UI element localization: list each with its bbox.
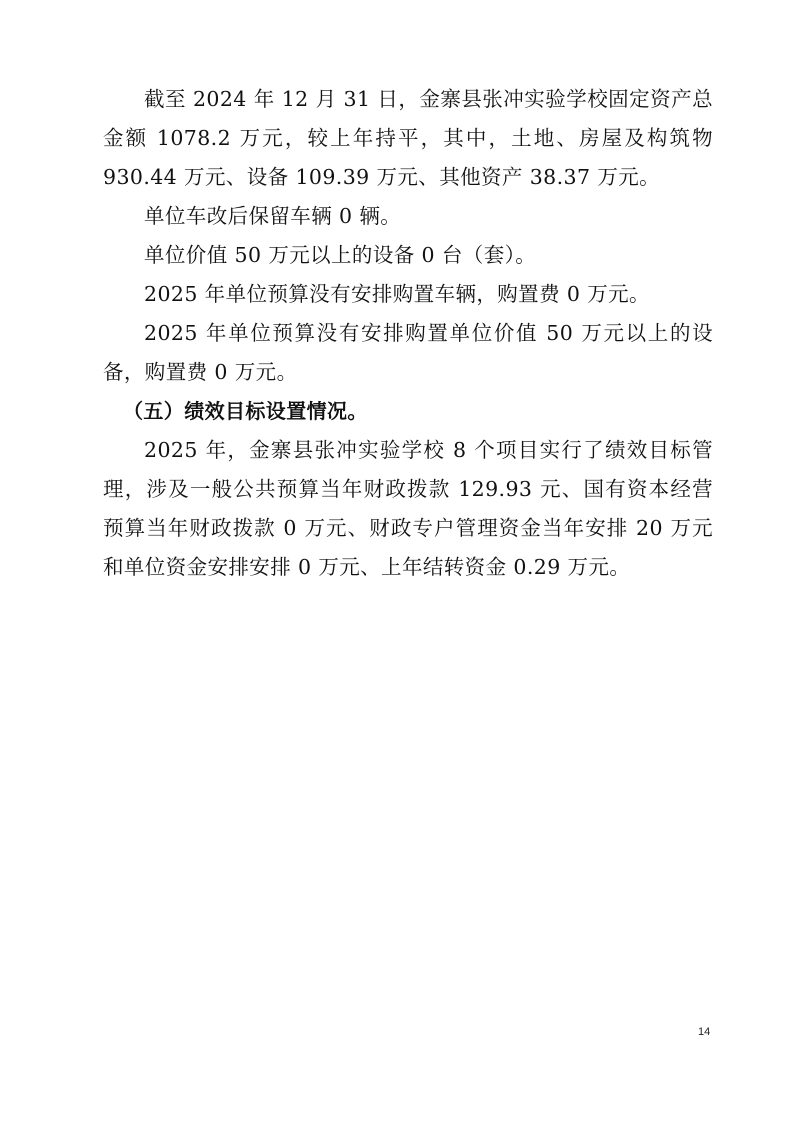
paragraph-equipment-count: 单位价值 50 万元以上的设备 0 台（套）。	[144, 243, 537, 267]
page-number: 14	[698, 1026, 711, 1038]
paragraph-vehicles-retained: 单位车改后保留车辆 0 辆。	[144, 204, 402, 228]
paragraph-vehicle-purchase: 2025 年单位预算没有安排购置车辆，购置费 0 万元。	[144, 282, 650, 306]
section-heading: （五）绩效目标设置情况。	[123, 399, 368, 423]
paragraph-equipment-purchase: 2025 年单位预算没有安排购置单位价值 50 万元以上的设备，购置费 0 万元。	[103, 321, 713, 384]
document-body	[103, 80, 713, 587]
paragraph-fixed-assets: 截至 2024 年 12 月 31 日，金寨县张冲实验学校固定资产总金额 1078.2 万元，较上年持平，其中，土地、房屋及构筑物 930.44 万元、设备 109.39 万元、其他资产 38.37 万元。	[103, 87, 713, 189]
paragraph-performance-goals: 2025 年，金寨县张冲实验学校 8 个项目实行了绩效目标管理，涉及一般公共预算当年财政拨款 129.93 元、国有资本经营预算当年财政拨款 0 万元、财政专户管理资金当年安排 20 万元和单位资金安排安排 0 万元、上年结转资金 0.29 万元。	[103, 438, 713, 579]
